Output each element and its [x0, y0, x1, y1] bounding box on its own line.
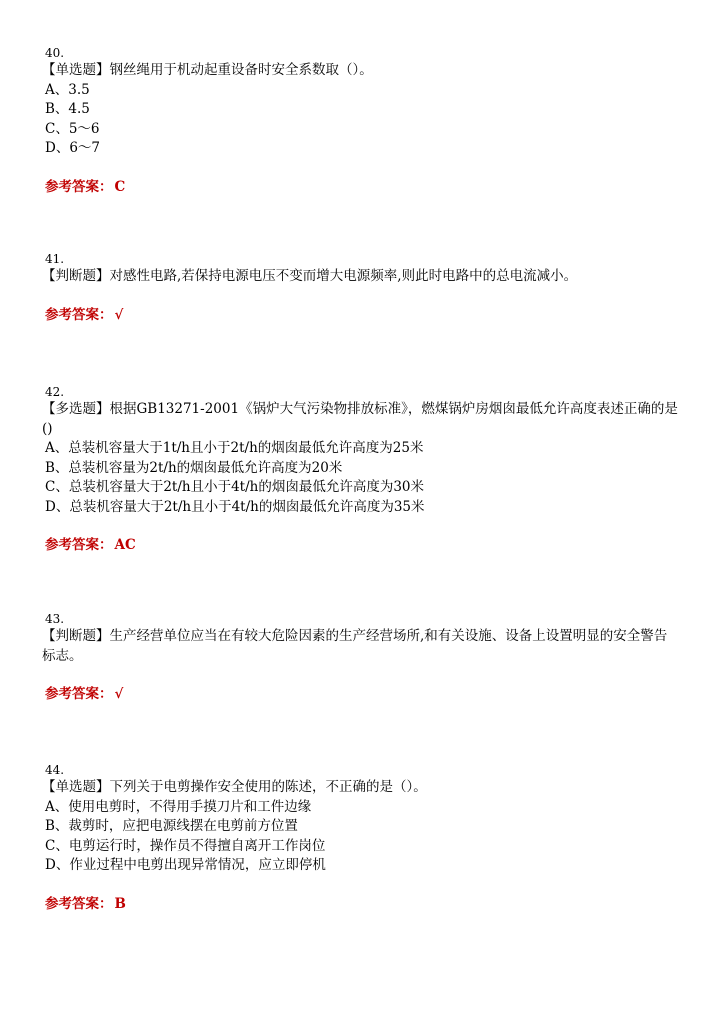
- question-number: 42.: [45, 385, 65, 399]
- answer-label: 参考答案：: [45, 306, 113, 323]
- answer-value: B: [114, 895, 126, 912]
- question-40: [42, 45, 680, 197]
- question-number: 43.: [45, 612, 65, 626]
- option-c: C、5～6: [45, 120, 100, 137]
- question-stem: 【判断题】生产经营单位应当在有较大危险因素的生产经营场所,和有关设施、设备上设置明显的安全警告标志。: [42, 628, 668, 664]
- answer-line: [45, 305, 680, 325]
- option-b: B、裁剪时，应把电源线摆在电剪前方位置: [45, 818, 298, 834]
- question-stem: 【单选题】下列关于电剪操作安全使用的陈述，不正确的是（）。: [42, 779, 427, 795]
- answer-label: 参考答案：: [45, 178, 113, 195]
- question-number: 40.: [45, 46, 65, 60]
- answer-line: [45, 177, 680, 197]
- answer-value: AC: [114, 537, 136, 553]
- answer-label: 参考答案：: [45, 686, 113, 702]
- option-a: A、总装机容量大于1t/h且小于2t/h的烟囱最低允许高度为25米: [45, 440, 424, 456]
- answer-value: √: [114, 686, 124, 702]
- answer-line: [45, 535, 680, 555]
- option-d: D、6～7: [45, 140, 101, 156]
- option-c: C、总装机容量大于2t/h且小于4t/h的烟囱最低允许高度为30米: [45, 479, 425, 495]
- question-number: 41.: [45, 252, 65, 266]
- option-d: D、总装机容量大于2t/h且小于4t/h的烟囱最低允许高度为35米: [45, 498, 425, 515]
- option-c: C、电剪运行时，操作员不得擅自离开工作岗位: [45, 837, 326, 854]
- answer-label: 参考答案：: [45, 895, 113, 912]
- question-42: [42, 384, 680, 555]
- option-b: B、4.5: [45, 101, 90, 117]
- answer-value: C: [114, 178, 126, 195]
- option-d: D、作业过程中电剪出现异常情况，应立即停机: [45, 857, 326, 873]
- answer-label: 参考答案：: [45, 537, 113, 553]
- question-stem: 【多选题】根据GB13271-2001《锅炉大气污染物排放标准》，燃煤锅炉房烟囱最低允许高度表述正确的是(): [42, 401, 678, 437]
- question-stem: 【判断题】对感性电路,若保持电源电压不变而增大电源频率,则此时电路中的总电流减小。: [42, 268, 578, 284]
- answer-value: √: [114, 306, 124, 323]
- option-a: A、3.5: [45, 81, 90, 98]
- option-a: A、使用电剪时，不得用手摸刀片和工件边缘: [45, 798, 312, 815]
- question-43: [42, 611, 680, 704]
- question-number: 44.: [45, 763, 65, 777]
- question-44: [42, 762, 680, 914]
- answer-line: [45, 684, 680, 704]
- question-41: [42, 251, 680, 325]
- option-b: B、总装机容量为2t/h的烟囱最低允许高度为20米: [45, 459, 343, 476]
- answer-line: [45, 894, 680, 914]
- question-stem: 【单选题】钢丝绳用于机动起重设备时安全系数取（）。: [42, 62, 373, 78]
